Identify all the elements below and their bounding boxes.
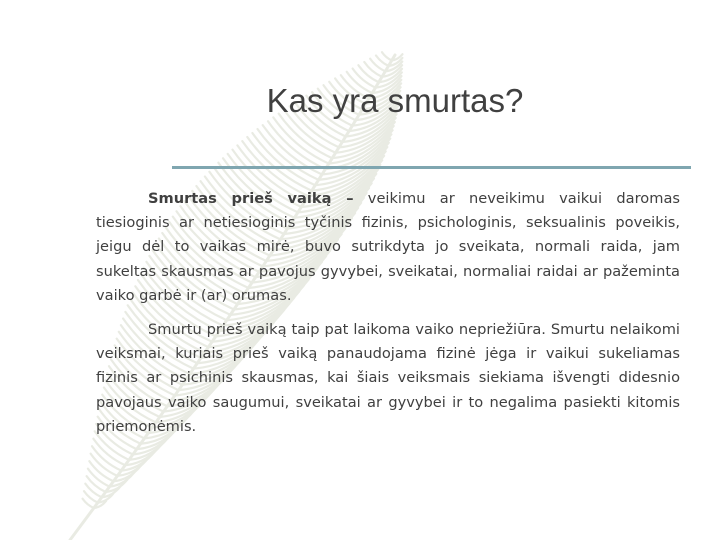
- paragraph-definition: [96, 187, 680, 308]
- title-divider: [172, 166, 691, 169]
- definition-text: veikimu ar neveikimu vaikui daromas tiesioginis ar netiesioginis tyčinis fizinis, psichologinis, seksualinis poveikis, jeigu dėl to vaikas mirė, buvo sutrikdyta jo sveikata, normali raida, jam sukeltas skausmas ar pavojus gyvybei, sveikatai, normaliai raidai ar pažeminta vaiko garbė ir (ar) orumas.: [96, 190, 680, 304]
- definition-term: Smurtas prieš vaiką –: [148, 190, 354, 207]
- paragraph-neglect: Smurtu prieš vaiką taip pat laikoma vaiko nepriežiūra. Smurtu nelaikomi veiksmai, kuriais prieš vaiką panaudojama fizinė jėga ir vaikui sukeliamas fizinis ar psichinis skausmas, kai šiais veiksmais siekiama išvengti didesnio pavojaus vaiko saugumui, sveikatai ar gyvybei ir to negalima pasiekti kitomis priemonėmis.: [96, 321, 680, 435]
- slide-title: Kas yra smurtas?: [266, 82, 524, 119]
- slide-body: [96, 187, 680, 439]
